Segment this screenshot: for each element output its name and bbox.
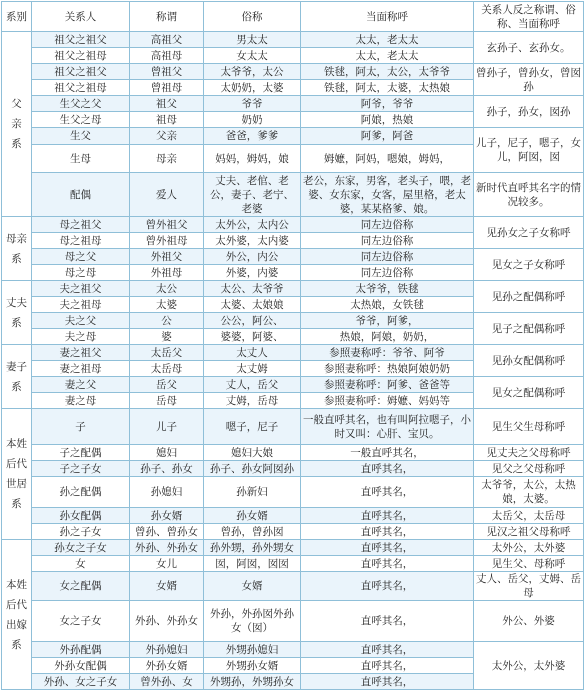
title-cell: 祖母 (130, 112, 204, 128)
direct-address-cell: 太热娘，女铁毬 (301, 297, 474, 313)
common-name-cell: 太丈人 (204, 345, 301, 361)
common-name-cell: 媳妇大娘 (204, 445, 301, 461)
direct-address-cell: 直呼其名， (301, 540, 474, 556)
reverse-address-cell: 见子之配偶称呼 (474, 313, 584, 345)
common-name-cell: 太爷爷，太公 (204, 64, 301, 80)
direct-address-cell: 阿爹，阿爸 (301, 128, 474, 145)
reverse-address-cell: 儿子，尼子，嗯子，女儿，阿囡，囡 (474, 128, 584, 173)
direct-address-cell: 直呼其名， (301, 461, 474, 477)
common-name-cell: 女婿 (204, 572, 301, 601)
reverse-address-cell: 见孙女配偶称呼 (474, 345, 584, 377)
title-cell: 高祖母 (130, 48, 204, 64)
common-name-cell: 孙新妇 (204, 477, 301, 508)
table-row (2, 524, 584, 540)
title-cell: 曾外祖父 (130, 217, 204, 233)
direct-address-cell: 铁毬，阿太，太公，太爷爷 (301, 64, 474, 80)
reverse-address-cell: 见孙女之子女称呼 (474, 217, 584, 249)
relation-cell: 母之父 (32, 249, 130, 265)
title-cell: 孙媳妇 (130, 477, 204, 508)
relation-cell: 夫之祖母 (32, 297, 130, 313)
title-cell: 外祖母 (130, 265, 204, 281)
table-row (2, 477, 584, 508)
direct-address-cell: 直呼其名， (301, 642, 474, 658)
common-name-cell: 外甥孙女婿 (204, 658, 301, 674)
common-name-cell: 曾孙，曾孙囡 (204, 524, 301, 540)
direct-address-cell: 直呼其名， (301, 477, 474, 508)
direct-address-cell: 直呼其名， (301, 658, 474, 674)
relation-cell: 妻之母 (32, 393, 130, 409)
direct-address-cell: 太太，老太太 (301, 48, 474, 64)
direct-address-cell: 参照妻称呼：姆嬷、妈妈等 (301, 393, 474, 409)
relation-cell: 生父之母 (32, 112, 130, 128)
reverse-address-cell: 见女之配偶称呼 (474, 377, 584, 409)
direct-address-cell: 铁毬，阿太，太婆，太热娘 (301, 80, 474, 96)
common-name-cell: 太公、太爷爷 (204, 281, 301, 297)
common-name-cell: 囡，阿囡，囡囡 (204, 556, 301, 572)
system-cell: 丈夫 系 (2, 281, 32, 345)
relation-cell: 孙之子女 (32, 524, 130, 540)
relation-cell: 母之母 (32, 265, 130, 281)
common-name-cell: 太奶奶，太婆 (204, 80, 301, 96)
table-row (2, 556, 584, 572)
relation-cell: 妻之祖母 (32, 361, 130, 377)
table-row (2, 461, 584, 477)
table-row (2, 64, 584, 80)
direct-address-cell: 同左边俗称 (301, 265, 474, 281)
common-name-cell: 婆婆，阿婆、 (204, 329, 301, 345)
direct-address-cell: 同左边俗称 (301, 233, 474, 249)
table-row (2, 249, 584, 265)
header-system: 系别 (2, 2, 32, 32)
reverse-address-cell: 太岳父，太岳母 (474, 508, 584, 524)
reverse-address-cell: 孙子，孙女，囡孙 (474, 96, 584, 128)
common-name-cell: 孙外甥，孙外甥女 (204, 540, 301, 556)
direct-address-cell: 参照妻称呼：阿爹、爸爸等 (301, 377, 474, 393)
common-name-cell: 太外公，太内公 (204, 217, 301, 233)
direct-address-cell: 参照妻称呼：爷爷、阿爷 (301, 345, 474, 361)
title-cell: 曾祖母 (130, 80, 204, 96)
direct-address-cell: 一般直呼其名，也有叫阿拉嗯子，小时又叫：心肝、宝贝。 (301, 409, 474, 445)
direct-address-cell: 直呼其名， (301, 524, 474, 540)
table-body (2, 32, 584, 690)
header-title: 称谓 (130, 2, 204, 32)
direct-address-cell: 直呼其名， (301, 572, 474, 601)
relation-cell: 子之子女 (32, 461, 130, 477)
common-name-cell: 孙子、孙女阿囡孙 (204, 461, 301, 477)
relation-cell: 子 (32, 409, 130, 445)
table-row (2, 217, 584, 233)
common-name-cell: 公公，阿公、 (204, 313, 301, 329)
direct-address-cell: 同左边俗称 (301, 249, 474, 265)
title-cell: 外孙女婿 (130, 658, 204, 674)
table-row (2, 345, 584, 361)
system-cell: 本姓 后代 出嫁 系 (2, 540, 32, 690)
direct-address-cell: 同左边俗称 (301, 217, 474, 233)
table-row (2, 32, 584, 48)
title-cell: 曾孙、曾孙女 (130, 524, 204, 540)
relation-cell: 外孙女配偶 (32, 658, 130, 674)
relation-cell: 母之祖母 (32, 233, 130, 249)
common-name-cell: 奶奶 (204, 112, 301, 128)
reverse-address-cell: 太外公，太外婆 (474, 642, 584, 690)
reverse-address-cell: 见汉之祖父母称呼 (474, 524, 584, 540)
relation-cell: 生父之父 (32, 96, 130, 112)
reverse-address-cell: 见孙之配偶称呼 (474, 281, 584, 313)
title-cell: 外孙、外孙女 (130, 540, 204, 556)
relation-cell: 祖父之祖母 (32, 48, 130, 64)
relation-cell: 夫之母 (32, 329, 130, 345)
header-relation: 关系人 (32, 2, 130, 32)
title-cell: 孙女婿 (130, 508, 204, 524)
common-name-cell: 嗯子，尼子 (204, 409, 301, 445)
title-cell: 外孙媳妇 (130, 642, 204, 658)
direct-address-cell: 太爷爷，铁毬 (301, 281, 474, 297)
common-name-cell: 妈妈，姆妈，娘 (204, 145, 301, 173)
direct-address-cell: 太太，老太太 (301, 32, 474, 48)
title-cell: 女婿 (130, 572, 204, 601)
common-name-cell: 丈姆，岳母 (204, 393, 301, 409)
title-cell: 母亲 (130, 145, 204, 173)
table-row (2, 313, 584, 329)
reverse-address-cell: 外公、外婆 (474, 601, 584, 642)
header-direct-address: 当面称呼 (301, 2, 474, 32)
relation-cell: 妻之父 (32, 377, 130, 393)
relation-cell: 生母 (32, 145, 130, 173)
title-cell: 曾外祖母 (130, 233, 204, 249)
table-row (2, 540, 584, 556)
reverse-address-cell: 见丈夫之父母称呼 (474, 445, 584, 461)
title-cell: 岳母 (130, 393, 204, 409)
table-row (2, 445, 584, 461)
relation-cell: 外孙、女之子女 (32, 674, 130, 690)
direct-address-cell: 爷爷，阿爹， (301, 313, 474, 329)
title-cell: 爱人 (130, 173, 204, 217)
relation-cell: 子之配偶 (32, 445, 130, 461)
reverse-address-cell: 见生父生母称呼 (474, 409, 584, 445)
title-cell: 女儿 (130, 556, 204, 572)
title-cell: 公 (130, 313, 204, 329)
relation-cell: 祖父之祖母 (32, 80, 130, 96)
title-cell: 太公 (130, 281, 204, 297)
title-cell: 太岳母 (130, 361, 204, 377)
system-cell: 本姓 后代 世居 系 (2, 409, 32, 540)
common-name-cell: 爷爷 (204, 96, 301, 112)
direct-address-cell: 热娘，阿娘，奶奶， (301, 329, 474, 345)
kinship-table (1, 1, 584, 690)
common-name-cell: 丈夫、老倌、老公，妻子、老宁、老婆 (204, 173, 301, 217)
reverse-address-cell: 太外公，太外婆 (474, 540, 584, 556)
common-name-cell: 外公，内公 (204, 249, 301, 265)
common-name-cell: 男太太 (204, 32, 301, 48)
direct-address-cell: 一般直呼其名， (301, 445, 474, 461)
reverse-address-cell: 见女之子女称呼 (474, 249, 584, 281)
title-cell: 孙子、孙女 (130, 461, 204, 477)
table-row (2, 96, 584, 112)
system-cell: 母亲 系 (2, 217, 32, 281)
common-name-cell: 外婆，内婆 (204, 265, 301, 281)
common-name-cell: 太丈姆 (204, 361, 301, 377)
table-row (2, 642, 584, 658)
common-name-cell: 外甥孙，外甥孙女 (204, 674, 301, 690)
common-name-cell: 女太太 (204, 48, 301, 64)
relation-cell: 女 (32, 556, 130, 572)
direct-address-cell: 直呼其名， (301, 601, 474, 642)
table-row (2, 601, 584, 642)
title-cell: 婆 (130, 329, 204, 345)
common-name-cell: 外甥孙媳妇 (204, 642, 301, 658)
common-name-cell: 太外婆，太内婆 (204, 233, 301, 249)
common-name-cell: 孙女婿 (204, 508, 301, 524)
relation-cell: 生父 (32, 128, 130, 145)
title-cell: 外祖父 (130, 249, 204, 265)
common-name-cell: 爸爸，爹爹 (204, 128, 301, 145)
relation-cell: 女之配偶 (32, 572, 130, 601)
title-cell: 祖父 (130, 96, 204, 112)
table-row (2, 173, 584, 217)
direct-address-cell: 阿爷，爷爷 (301, 96, 474, 112)
system-cell: 父 亲 系 (2, 32, 32, 217)
relation-cell: 祖父之祖父 (32, 32, 130, 48)
reverse-address-cell: 见生父、母称呼 (474, 556, 584, 572)
table-row (2, 377, 584, 393)
common-name-cell: 丈人，岳父 (204, 377, 301, 393)
reverse-address-cell: 玄孙子、玄孙女。 (474, 32, 584, 64)
relation-cell: 孙女之子女 (32, 540, 130, 556)
direct-address-cell: 姆嬷，阿妈，嗯娘，姆妈， (301, 145, 474, 173)
reverse-address-cell: 新时代直呼其名字的情况较多。 (474, 173, 584, 217)
relation-cell: 配偶 (32, 173, 130, 217)
relation-cell: 妻之祖父 (32, 345, 130, 361)
direct-address-cell: 老公，东家，男客，老头子，喂，老婆、女东家，女客，屋里格，老太婆，某某格爹、娘。 (301, 173, 474, 217)
direct-address-cell: 直呼其名， (301, 674, 474, 690)
title-cell: 曾祖父 (130, 64, 204, 80)
title-cell: 太岳父 (130, 345, 204, 361)
table-row (2, 128, 584, 145)
title-cell: 高祖父 (130, 32, 204, 48)
title-cell: 父亲 (130, 128, 204, 145)
relation-cell: 夫之祖父 (32, 281, 130, 297)
reverse-address-cell: 丈人、岳父，丈姆、岳母 (474, 572, 584, 601)
title-cell: 媳妇 (130, 445, 204, 461)
reverse-address-cell: 太爷爷，太公，太热娘，太婆。 (474, 477, 584, 508)
relation-cell: 母之祖父 (32, 217, 130, 233)
reverse-address-cell: 见父之父母称呼 (474, 461, 584, 477)
relation-cell: 女之子女 (32, 601, 130, 642)
relation-cell: 夫之父 (32, 313, 130, 329)
title-cell: 太婆 (130, 297, 204, 313)
title-cell: 儿子 (130, 409, 204, 445)
relation-cell: 祖父之祖父 (32, 64, 130, 80)
common-name-cell: 太婆、太娘娘 (204, 297, 301, 313)
title-cell: 岳父 (130, 377, 204, 393)
table-row (2, 508, 584, 524)
table-row (2, 572, 584, 601)
header-common-name: 俗称 (204, 2, 301, 32)
direct-address-cell: 参照妻称呼：热娘阿娘奶奶 (301, 361, 474, 377)
header-reverse-address: 关系人反之称谓、俗称、当面称呼 (474, 2, 584, 32)
direct-address-cell: 阿娘，热娘 (301, 112, 474, 128)
direct-address-cell: 直呼其名， (301, 508, 474, 524)
system-cell: 妻子 系 (2, 345, 32, 409)
title-cell: 外孙、外孙女 (130, 601, 204, 642)
table-row (2, 281, 584, 297)
reverse-address-cell: 曾孙子，曾孙女，曾囡孙 (474, 64, 584, 96)
relation-cell: 孙女配偶 (32, 508, 130, 524)
table-row (2, 409, 584, 445)
relation-cell: 孙之配偶 (32, 477, 130, 508)
direct-address-cell: 直呼其名， (301, 556, 474, 572)
relation-cell: 外孙配偶 (32, 642, 130, 658)
title-cell: 曾外孙、女 (130, 674, 204, 690)
common-name-cell: 外孙，外孙囡外孙女（囡） (204, 601, 301, 642)
